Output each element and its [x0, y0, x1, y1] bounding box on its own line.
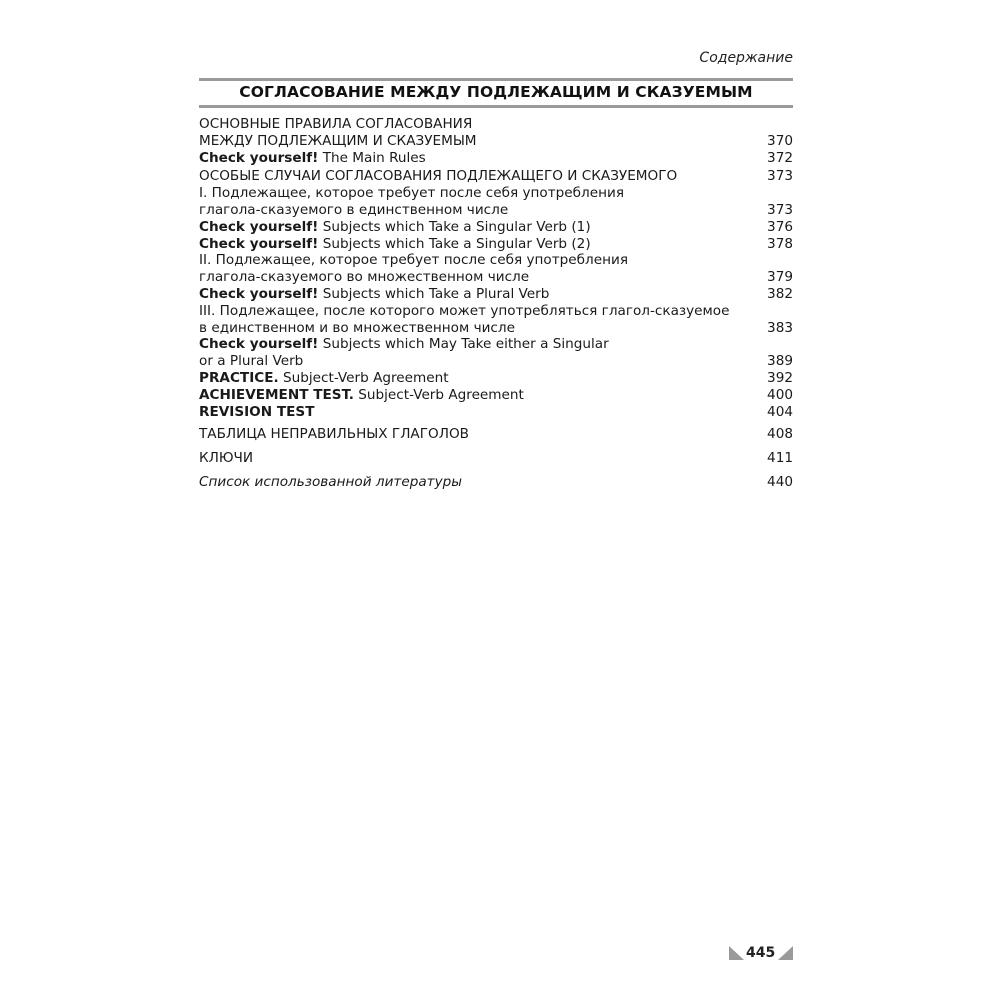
toc-entry[interactable]: Check yourself! Subjects which Take a Singular Verb (1) 376	[199, 218, 793, 235]
toc-page-number: 404	[767, 403, 793, 420]
section-title: СОГЛАСОВАНИЕ МЕЖДУ ПОДЛЕЖАЩИМ И СКАЗУЕМЫМ	[239, 83, 753, 101]
toc-entry[interactable]: or a Plural Verb 389	[199, 353, 793, 370]
toc-entry[interactable]: III. Подлежащее, после которого может употребляться глагол-сказуемое	[199, 302, 730, 319]
toc-page-number: 379	[767, 269, 793, 286]
running-head: Содержание	[699, 50, 793, 66]
toc-entry[interactable]: ОСОБЫЕ СЛУЧАИ СОГЛАСОВАНИЯ ПОДЛЕЖАЩЕГО И СКАЗУЕМОГО 373	[199, 168, 793, 185]
toc-entry[interactable]: Список использованной литературы 440	[199, 473, 793, 490]
toc-entry[interactable]: I. Подлежащее, которое требует после себя употребления	[199, 185, 624, 202]
header-rule-top	[199, 78, 793, 81]
triangle-left-icon	[729, 946, 744, 960]
toc-entry[interactable]: Check yourself! Subjects which May Take either a Singular	[199, 336, 609, 353]
toc-page-number: 372	[767, 149, 793, 166]
toc-page-number: 376	[767, 218, 793, 235]
toc-entry[interactable]: глагола-сказуемого во множественном числе 379	[199, 269, 793, 286]
toc-entry[interactable]: Check yourself! Subjects which Take a Singular Verb (2) 378	[199, 235, 793, 252]
toc-entry[interactable]: глагола-сказуемого в единственном числе 373	[199, 201, 793, 218]
table-of-contents	[199, 116, 793, 491]
toc-entry[interactable]: КЛЮЧИ 411	[199, 450, 793, 467]
toc-entry[interactable]: ACHIEVEMENT TEST. Subject-Verb Agreement 400	[199, 386, 793, 403]
toc-page-number: 440	[767, 473, 793, 490]
toc-entry[interactable]: ОСНОВНЫЕ ПРАВИЛА СОГЛАСОВАНИЯ	[199, 116, 473, 132]
toc-entry[interactable]: МЕЖДУ ПОДЛЕЖАЩИМ И СКАЗУЕМЫМ 370	[199, 132, 793, 149]
toc-page-number: 389	[767, 353, 793, 370]
toc-page-number: 373	[767, 168, 793, 185]
toc-page-number: 400	[767, 386, 793, 403]
page-number: 445	[746, 945, 776, 961]
toc-page-number: 383	[767, 319, 793, 336]
toc-page-number: 392	[767, 369, 793, 386]
toc-entry[interactable]: ТАБЛИЦА НЕПРАВИЛЬНЫХ ГЛАГОЛОВ 408	[199, 426, 793, 443]
header-rule-bottom	[199, 105, 793, 108]
toc-entry[interactable]: в единственном и во множественном числе 383	[199, 319, 793, 336]
page-footer	[729, 944, 793, 966]
toc-page-number: 378	[767, 235, 793, 252]
toc-page-number: 411	[767, 450, 793, 467]
toc-entry[interactable]: Check yourself! The Main Rules 372	[199, 149, 793, 166]
triangle-right-icon	[778, 946, 793, 960]
toc-entry[interactable]: PRACTICE. Subject-Verb Agreement 392	[199, 369, 793, 386]
toc-page-number: 382	[767, 285, 793, 302]
toc-page-number: 373	[767, 201, 793, 218]
toc-page-number: 370	[767, 132, 793, 149]
toc-entry[interactable]: REVISION TEST 404	[199, 403, 793, 420]
toc-page-number: 408	[767, 426, 793, 443]
toc-entry[interactable]: II. Подлежащее, которое требует после себя употребления	[199, 252, 628, 269]
toc-entry[interactable]: Check yourself! Subjects which Take a Plural Verb 382	[199, 285, 793, 302]
section-header	[199, 78, 793, 108]
